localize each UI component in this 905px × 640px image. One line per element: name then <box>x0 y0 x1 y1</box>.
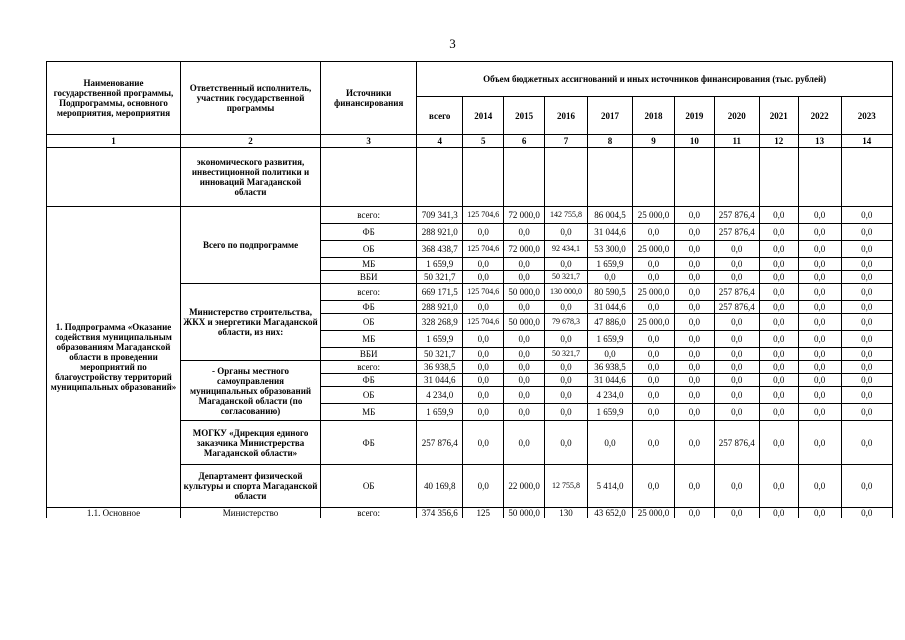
amount-cell: 709 341,3 <box>417 207 463 224</box>
amount-cell: 0,0 <box>798 284 841 301</box>
amount-cell: 31 044,6 <box>588 301 633 314</box>
amount-cell: 0,0 <box>841 508 892 519</box>
amount-cell: 0,0 <box>504 387 545 404</box>
amount-cell: 0,0 <box>504 361 545 374</box>
header-program: Наименование государственной программы, Подпрограммы, основного мероприятия, мероприятия <box>47 62 181 135</box>
amount-cell: 0,0 <box>504 374 545 387</box>
amount-cell: 0,0 <box>463 374 504 387</box>
amount-cell: 92 434,1 <box>545 241 588 258</box>
amount-cell: 368 438,7 <box>417 241 463 258</box>
amount-cell: 0,0 <box>504 224 545 241</box>
amount-cell: 288 921,0 <box>417 301 463 314</box>
amount-cell: 328 268,9 <box>417 314 463 331</box>
amount-cell: 142 755,8 <box>545 207 588 224</box>
amount-cell: 0,0 <box>674 271 714 284</box>
amount-cell: 0,0 <box>714 465 759 508</box>
amount-cell: 0,0 <box>714 404 759 421</box>
column-number: 7 <box>545 135 588 148</box>
amount-cell: 0,0 <box>504 301 545 314</box>
amount-cell: 257 876,4 <box>714 421 759 465</box>
amount-cell: 257 876,4 <box>714 284 759 301</box>
amount-cell: 0,0 <box>714 508 759 519</box>
amount-cell: 0,0 <box>545 331 588 348</box>
column-number: 9 <box>633 135 675 148</box>
amount-cell: 80 590,5 <box>588 284 633 301</box>
executor-name: - Органы местного самоуправления муниципальных образований Магаданской области (по согласованию) <box>180 361 320 421</box>
amount-cell: 0,0 <box>841 207 892 224</box>
amount-cell: 50 000,0 <box>504 508 545 519</box>
amount-cell: 125 704,6 <box>463 314 504 331</box>
amount-cell: 0,0 <box>841 284 892 301</box>
amount-cell: 31 044,6 <box>588 374 633 387</box>
amount-cell: 0,0 <box>798 301 841 314</box>
column-number: 14 <box>841 135 892 148</box>
amount-cell: 0,0 <box>674 387 714 404</box>
amount-cell: 1 659,9 <box>588 258 633 271</box>
amount-cell: 0,0 <box>798 387 841 404</box>
amount-cell: 0,0 <box>759 271 798 284</box>
header-year: 2019 <box>674 97 714 135</box>
amount-cell: 0,0 <box>633 421 675 465</box>
funding-source: МБ <box>321 331 417 348</box>
table-row <box>47 207 893 224</box>
funding-source: МБ <box>321 258 417 271</box>
amount-cell: 0,0 <box>633 224 675 241</box>
amount-cell: 0,0 <box>633 361 675 374</box>
amount-cell: 0,0 <box>759 331 798 348</box>
amount-cell: 0,0 <box>463 271 504 284</box>
amount-cell: 0,0 <box>463 331 504 348</box>
amount-cell: 257 876,4 <box>714 207 759 224</box>
amount-cell: 0,0 <box>545 374 588 387</box>
amount-cell: 0,0 <box>759 314 798 331</box>
column-number: 10 <box>674 135 714 148</box>
amount-cell: 50 000,0 <box>504 314 545 331</box>
column-number: 11 <box>714 135 759 148</box>
amount-cell: 1 659,9 <box>417 404 463 421</box>
amount-cell: 0,0 <box>463 465 504 508</box>
amount-cell: 25 000,0 <box>633 241 675 258</box>
funding-source: всего: <box>321 508 417 519</box>
header-funding-group: Объем бюджетных ассигнований и иных источников финансирования (тыс. рублей) <box>417 62 893 97</box>
amount-cell: 25 000,0 <box>633 508 675 519</box>
column-number: 4 <box>417 135 463 148</box>
funding-source: ОБ <box>321 465 417 508</box>
amount-cell: 0,0 <box>841 331 892 348</box>
column-number: 8 <box>588 135 633 148</box>
funding-source: ВБИ <box>321 271 417 284</box>
funding-source: ФБ <box>321 374 417 387</box>
amount-cell: 0,0 <box>633 387 675 404</box>
funding-source: всего: <box>321 207 417 224</box>
column-number: 5 <box>463 135 504 148</box>
funding-source: ВБИ <box>321 348 417 361</box>
amount-cell: 0,0 <box>714 314 759 331</box>
amount-cell: 0,0 <box>633 348 675 361</box>
funding-source: ФБ <box>321 224 417 241</box>
amount-cell: 0,0 <box>841 361 892 374</box>
amount-cell: 36 938,5 <box>588 361 633 374</box>
header-year: 2020 <box>714 97 759 135</box>
amount-cell: 0,0 <box>463 387 504 404</box>
amount-cell: 0,0 <box>588 421 633 465</box>
amount-cell: 25 000,0 <box>633 207 675 224</box>
amount-cell: 0,0 <box>463 421 504 465</box>
amount-cell: 257 876,4 <box>714 301 759 314</box>
amount-cell: 0,0 <box>674 348 714 361</box>
amount-cell: 0,0 <box>674 465 714 508</box>
amount-cell: 0,0 <box>463 301 504 314</box>
amount-cell: 50 321,7 <box>417 271 463 284</box>
column-number: 13 <box>798 135 841 148</box>
carry-over-executor: экономического развития, инвестиционной политики и инноваций Магаданской области <box>180 148 320 207</box>
amount-cell: 0,0 <box>504 258 545 271</box>
amount-cell: 125 704,6 <box>463 207 504 224</box>
amount-cell: 5 414,0 <box>588 465 633 508</box>
amount-cell: 0,0 <box>759 224 798 241</box>
amount-cell: 0,0 <box>633 301 675 314</box>
executor-name: Министерство <box>180 508 320 519</box>
amount-cell: 257 876,4 <box>417 421 463 465</box>
amount-cell: 22 000,0 <box>504 465 545 508</box>
header-executor: Ответственный исполнитель, участник государственной программы <box>180 62 320 135</box>
column-number: 2 <box>180 135 320 148</box>
funding-source: ОБ <box>321 387 417 404</box>
amount-cell: 53 300,0 <box>588 241 633 258</box>
amount-cell: 50 321,7 <box>545 271 588 284</box>
amount-cell: 0,0 <box>759 284 798 301</box>
funding-source: ОБ <box>321 241 417 258</box>
amount-cell: 0,0 <box>798 331 841 348</box>
amount-cell: 0,0 <box>841 271 892 284</box>
amount-cell: 0,0 <box>759 258 798 271</box>
amount-cell: 0,0 <box>759 404 798 421</box>
amount-cell: 0,0 <box>841 348 892 361</box>
amount-cell: 25 000,0 <box>633 284 675 301</box>
amount-cell: 40 169,8 <box>417 465 463 508</box>
amount-cell: 0,0 <box>798 465 841 508</box>
amount-cell: 0,0 <box>714 258 759 271</box>
amount-cell: 43 652,0 <box>588 508 633 519</box>
amount-cell: 0,0 <box>545 387 588 404</box>
amount-cell: 0,0 <box>714 241 759 258</box>
column-number: 1 <box>47 135 181 148</box>
amount-cell: 1 659,9 <box>588 331 633 348</box>
amount-cell: 0,0 <box>798 241 841 258</box>
amount-cell: 0,0 <box>504 331 545 348</box>
amount-cell: 0,0 <box>798 271 841 284</box>
header-year: 2023 <box>841 97 892 135</box>
amount-cell: 0,0 <box>463 404 504 421</box>
amount-cell: 0,0 <box>633 374 675 387</box>
amount-cell: 0,0 <box>545 301 588 314</box>
amount-cell: 0,0 <box>674 374 714 387</box>
amount-cell: 50 321,7 <box>417 348 463 361</box>
amount-cell: 0,0 <box>463 258 504 271</box>
amount-cell: 0,0 <box>714 361 759 374</box>
funding-source: всего: <box>321 284 417 301</box>
funding-source: МБ <box>321 404 417 421</box>
amount-cell: 0,0 <box>798 348 841 361</box>
amount-cell: 374 356,6 <box>417 508 463 519</box>
amount-cell: 0,0 <box>841 314 892 331</box>
amount-cell: 0,0 <box>674 284 714 301</box>
header-source: Источники финансирования <box>321 62 417 135</box>
amount-cell: 0,0 <box>798 258 841 271</box>
header-year: 2018 <box>633 97 675 135</box>
amount-cell: 0,0 <box>841 224 892 241</box>
table-row <box>47 508 893 519</box>
amount-cell: 0,0 <box>504 348 545 361</box>
empty-cell <box>47 148 181 207</box>
amount-cell: 0,0 <box>545 224 588 241</box>
executor-name: МОГКУ «Дирекция единого заказчика Министрерства Магаданской области» <box>180 421 320 465</box>
column-number: 12 <box>759 135 798 148</box>
column-number: 3 <box>321 135 417 148</box>
amount-cell: 0,0 <box>841 404 892 421</box>
amount-cell: 0,0 <box>759 421 798 465</box>
amount-cell: 0,0 <box>759 241 798 258</box>
header-year: всего <box>417 97 463 135</box>
amount-cell: 0,0 <box>463 224 504 241</box>
executor-name: Всего по подпрограмме <box>180 207 320 284</box>
amount-cell: 0,0 <box>798 421 841 465</box>
amount-cell: 0,0 <box>714 331 759 348</box>
amount-cell: 257 876,4 <box>714 224 759 241</box>
executor-name: Министерство строительства, ЖКХ и энергетики Магаданской области, из них: <box>180 284 320 361</box>
amount-cell: 125 704,6 <box>463 284 504 301</box>
amount-cell: 0,0 <box>588 271 633 284</box>
amount-cell: 31 044,6 <box>588 224 633 241</box>
amount-cell: 0,0 <box>674 331 714 348</box>
amount-cell: 0,0 <box>545 361 588 374</box>
amount-cell: 0,0 <box>633 465 675 508</box>
amount-cell: 669 171,5 <box>417 284 463 301</box>
amount-cell: 0,0 <box>504 421 545 465</box>
amount-cell: 0,0 <box>674 421 714 465</box>
amount-cell: 4 234,0 <box>417 387 463 404</box>
amount-cell: 0,0 <box>798 314 841 331</box>
amount-cell: 47 886,0 <box>588 314 633 331</box>
amount-cell: 0,0 <box>674 207 714 224</box>
amount-cell: 72 000,0 <box>504 207 545 224</box>
amount-cell: 0,0 <box>798 508 841 519</box>
amount-cell: 12 755,8 <box>545 465 588 508</box>
amount-cell: 0,0 <box>674 314 714 331</box>
amount-cell: 125 704,6 <box>463 241 504 258</box>
empty-cell <box>321 148 417 207</box>
amount-cell: 0,0 <box>841 465 892 508</box>
amount-cell: 0,0 <box>588 348 633 361</box>
amount-cell: 25 000,0 <box>633 314 675 331</box>
amount-cell: 0,0 <box>798 207 841 224</box>
amount-cell: 0,0 <box>463 361 504 374</box>
amount-cell: 0,0 <box>714 374 759 387</box>
amount-cell: 0,0 <box>674 508 714 519</box>
funding-source: ФБ <box>321 301 417 314</box>
subprogram-name: 1. Подпрограмма «Оказание содействия муниципальным образованиям Магаданской области в проведении мероприятий по благоустройству территорий муниципальных образований» <box>47 207 181 508</box>
funding-source: ОБ <box>321 314 417 331</box>
amount-cell: 0,0 <box>714 271 759 284</box>
amount-cell: 0,0 <box>674 361 714 374</box>
page-number: 3 <box>449 36 456 51</box>
amount-cell: 0,0 <box>841 374 892 387</box>
amount-cell: 0,0 <box>545 404 588 421</box>
amount-cell: 50 000,0 <box>504 284 545 301</box>
amount-cell: 50 321,7 <box>545 348 588 361</box>
amount-cell: 0,0 <box>841 421 892 465</box>
amount-cell: 36 938,5 <box>417 361 463 374</box>
amount-cell: 0,0 <box>674 301 714 314</box>
amount-cell: 1 659,9 <box>417 331 463 348</box>
amount-cell: 0,0 <box>798 374 841 387</box>
amount-cell: 0,0 <box>841 387 892 404</box>
amount-cell: 0,0 <box>759 361 798 374</box>
header-year: 2017 <box>588 97 633 135</box>
amount-cell: 0,0 <box>798 224 841 241</box>
amount-cell: 0,0 <box>504 271 545 284</box>
amount-cell: 130 <box>545 508 588 519</box>
amount-cell: 0,0 <box>759 348 798 361</box>
amount-cell: 0,0 <box>841 301 892 314</box>
amount-cell: 0,0 <box>463 348 504 361</box>
amount-cell: 31 044,6 <box>417 374 463 387</box>
header-year: 2022 <box>798 97 841 135</box>
amount-cell: 0,0 <box>633 258 675 271</box>
amount-cell: 0,0 <box>545 421 588 465</box>
amount-cell: 0,0 <box>633 331 675 348</box>
amount-cell: 0,0 <box>714 348 759 361</box>
amount-cell: 0,0 <box>798 404 841 421</box>
column-number: 6 <box>504 135 545 148</box>
amount-cell: 0,0 <box>841 241 892 258</box>
funding-source: ФБ <box>321 421 417 465</box>
amount-cell: 79 678,3 <box>545 314 588 331</box>
amount-cell: 0,0 <box>714 387 759 404</box>
amount-cell: 0,0 <box>798 361 841 374</box>
header-year: 2014 <box>463 97 504 135</box>
amount-cell: 0,0 <box>759 301 798 314</box>
amount-cell: 0,0 <box>674 404 714 421</box>
header-year: 2016 <box>545 97 588 135</box>
funding-source: всего: <box>321 361 417 374</box>
amount-cell: 86 004,5 <box>588 207 633 224</box>
amount-cell: 0,0 <box>759 387 798 404</box>
measure-name: 1.1. Основное <box>47 508 181 519</box>
executor-name: Департамент физической культуры и спорта Магаданской области <box>180 465 320 508</box>
amount-cell: 0,0 <box>674 258 714 271</box>
header-year: 2021 <box>759 97 798 135</box>
amount-cell: 288 921,0 <box>417 224 463 241</box>
amount-cell: 72 000,0 <box>504 241 545 258</box>
amount-cell: 0,0 <box>504 404 545 421</box>
amount-cell: 0,0 <box>841 258 892 271</box>
amount-cell: 0,0 <box>759 374 798 387</box>
amount-cell: 0,0 <box>674 241 714 258</box>
amount-cell: 4 234,0 <box>588 387 633 404</box>
amount-cell: 0,0 <box>759 207 798 224</box>
amount-cell: 130 000,0 <box>545 284 588 301</box>
amount-cell: 0,0 <box>633 271 675 284</box>
amount-cell: 1 659,9 <box>588 404 633 421</box>
header-year: 2015 <box>504 97 545 135</box>
amount-cell: 0,0 <box>759 465 798 508</box>
amount-cell: 125 <box>463 508 504 519</box>
amount-cell: 1 659,9 <box>417 258 463 271</box>
amount-cell: 0,0 <box>633 404 675 421</box>
budget-table <box>46 61 893 518</box>
amount-cell: 0,0 <box>674 224 714 241</box>
amount-cell: 0,0 <box>759 508 798 519</box>
amount-cell: 0,0 <box>545 258 588 271</box>
